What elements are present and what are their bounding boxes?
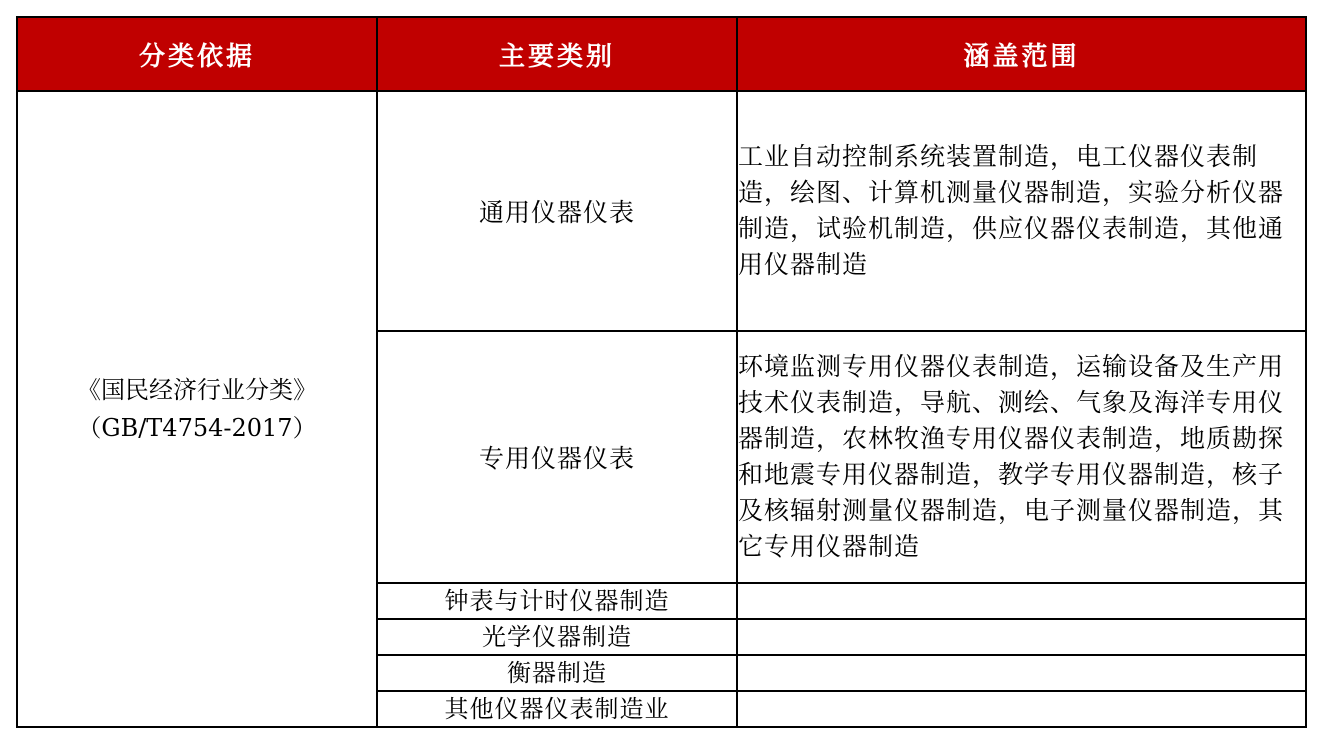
basis-title: 《国民经济行业分类》 <box>77 376 317 404</box>
scope-cell <box>737 331 1306 583</box>
category-cell: 其他仪器仪表制造业 <box>377 691 737 727</box>
header-basis: 分类依据 <box>17 17 377 91</box>
category-cell: 钟表与计时仪器制造 <box>377 583 737 619</box>
category-cell: 专用仪器仪表 <box>377 331 737 583</box>
basis-code: （GB/T4754-2017） <box>77 414 317 442</box>
category-cell: 衡器制造 <box>377 655 737 691</box>
category-cell: 通用仪器仪表 <box>377 91 737 331</box>
category-cell: 光学仪器制造 <box>377 619 737 655</box>
scope-cell <box>737 91 1306 331</box>
scope-cell <box>737 619 1306 655</box>
scope-text: 工业自动控制系统装置制造，电工仪器仪表制造，绘图、计算机测量仪器制造，实验分析仪器制造，试验机制造，供应仪器仪表制造，其他通用仪器制造 <box>738 142 1285 279</box>
header-scope: 涵盖范围 <box>737 17 1306 91</box>
scope-cell <box>737 691 1306 727</box>
classification-table <box>16 16 1307 728</box>
table-row <box>17 91 1306 331</box>
scope-cell <box>737 655 1306 691</box>
header-category: 主要类别 <box>377 17 737 91</box>
scope-text: 环境监测专用仪器仪表制造，运输设备及生产用技术仪表制造，导航、测绘、气象及海洋专用仪器制造，农林牧渔专用仪器仪表制造，地质勘探和地震专用仪器制造，教学专用仪器制造，核子及核辐射测量仪器制造，电子测量仪器制造，其它专用仪器制造 <box>738 352 1285 561</box>
basis-cell <box>17 91 377 727</box>
header-row <box>17 17 1306 91</box>
scope-cell <box>737 583 1306 619</box>
